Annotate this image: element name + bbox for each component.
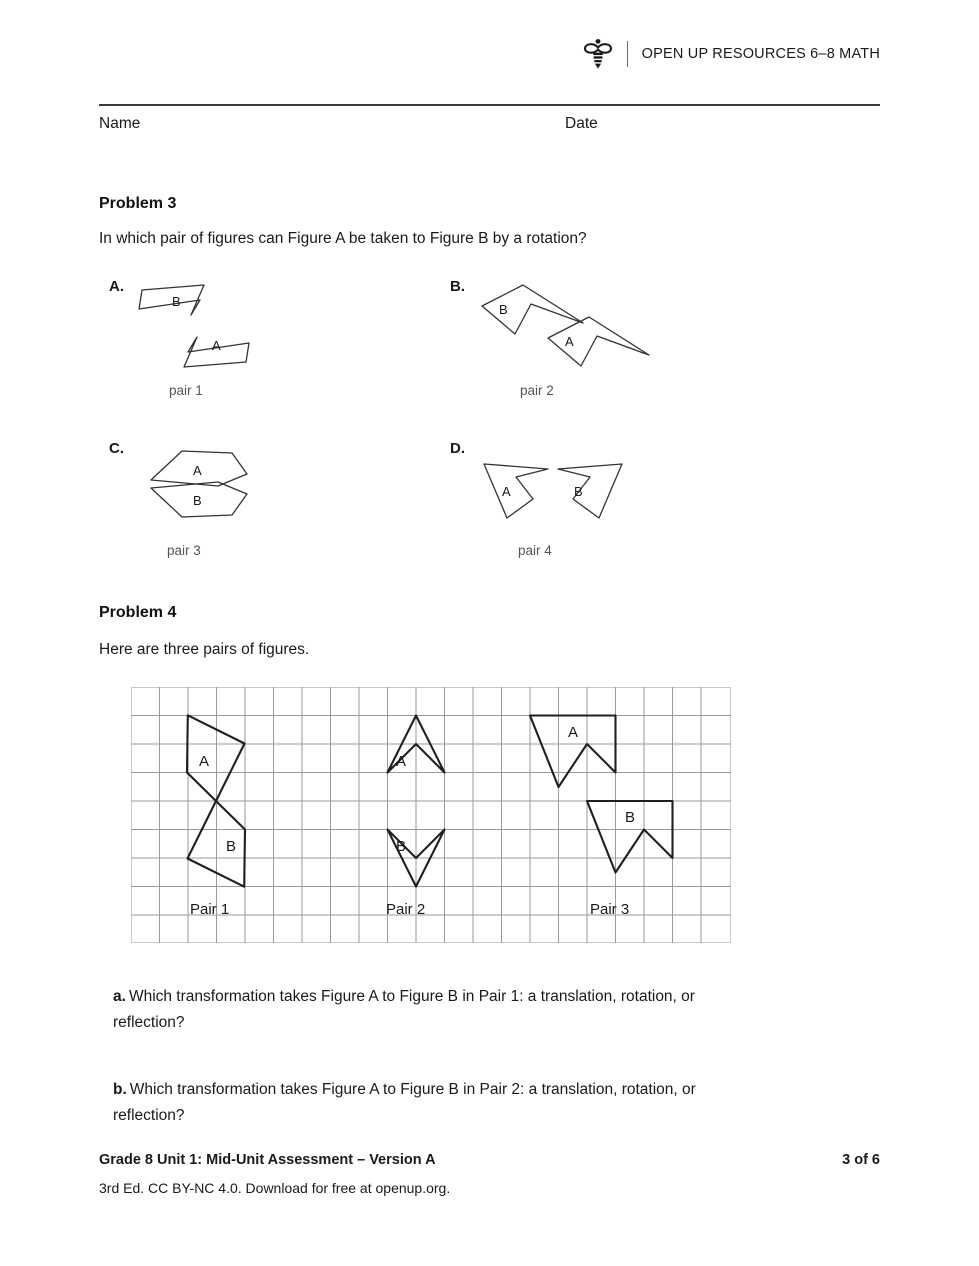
pair-3-figure	[129, 440, 289, 545]
pair-1-figure	[129, 278, 289, 378]
date-label: Date	[565, 115, 598, 132]
pair-3-grid-label-a: A	[568, 724, 579, 741]
choice-a[interactable]	[99, 278, 449, 428]
footer-page-number: 3 of 6	[842, 1152, 880, 1168]
choice-c-letter: C.	[109, 440, 124, 457]
problem-4-prompt: Here are three pairs of figures.	[99, 641, 310, 658]
footer-title: Grade 8 Unit 1: Mid-Unit Assessment – Version A	[99, 1152, 436, 1168]
choice-d-letter: D.	[450, 440, 465, 457]
pair-2-grid-caption: Pair 2	[386, 901, 426, 918]
pair-3-caption: pair 3	[167, 543, 201, 558]
header-divider	[627, 41, 628, 67]
pair-1-grid-label-a: A	[199, 753, 210, 770]
problem-3-prompt: In which pair of figures can Figure A be taken to Figure B by a rotation?	[99, 230, 587, 247]
pair-3-label-a: A	[193, 463, 202, 478]
choice-c[interactable]	[99, 440, 449, 590]
choice-b[interactable]	[440, 278, 790, 428]
pair-2-label-a: A	[565, 334, 574, 349]
pair-2-grid-label-b: B	[396, 838, 407, 855]
choice-b-letter: B.	[450, 278, 465, 295]
footer-subtitle: 3rd Ed. CC BY-NC 4.0. Download for free at openup.org.	[99, 1180, 451, 1196]
brand-title: OPEN UP RESOURCES 6–8 MATH	[641, 46, 880, 62]
problem-4-question-b	[113, 1077, 753, 1129]
question-b-text: Which transformation takes Figure A to Figure B in Pair 2: a translation, rotation, or reflection?	[113, 1081, 696, 1124]
choice-a-letter: A.	[109, 278, 124, 295]
name-label: Name	[99, 115, 141, 132]
question-a-text: Which transformation takes Figure A to Figure B in Pair 1: a translation, rotation, or reflection?	[113, 988, 695, 1031]
pair-1-caption: pair 1	[169, 383, 203, 398]
pair-2-caption: pair 2	[520, 383, 554, 398]
pair-3-grid-caption: Pair 3	[590, 901, 630, 918]
pair-1-grid-caption: Pair 1	[190, 901, 230, 918]
question-b-marker: b.	[113, 1081, 127, 1098]
pair-3-grid-label-b: B	[625, 809, 636, 826]
pair-2-grid-label-a: A	[396, 753, 407, 770]
pair-4-figure	[470, 440, 650, 545]
pair-1-label-b: B	[172, 294, 181, 309]
question-a-marker: a.	[113, 988, 126, 1005]
problem-4-grid-figure	[131, 687, 731, 948]
pair-1-grid-label-b: B	[226, 838, 237, 855]
bee-icon	[583, 38, 613, 70]
problem-4-title: Problem 4	[99, 604, 177, 621]
pair-2-figure	[470, 278, 650, 378]
choice-d[interactable]	[440, 440, 790, 590]
pair-4-label-a: A	[502, 484, 511, 499]
page-header	[583, 38, 880, 70]
pair-2-label-b: B	[499, 302, 508, 317]
pair-4-caption: pair 4	[518, 543, 552, 558]
pair-4-label-b: B	[574, 484, 583, 499]
problem-4-question-a	[113, 984, 753, 1036]
pair-3-label-b: B	[193, 493, 202, 508]
problem-3-title: Problem 3	[99, 195, 177, 212]
pair-1-label-a: A	[212, 338, 221, 353]
header-rule	[99, 104, 880, 106]
